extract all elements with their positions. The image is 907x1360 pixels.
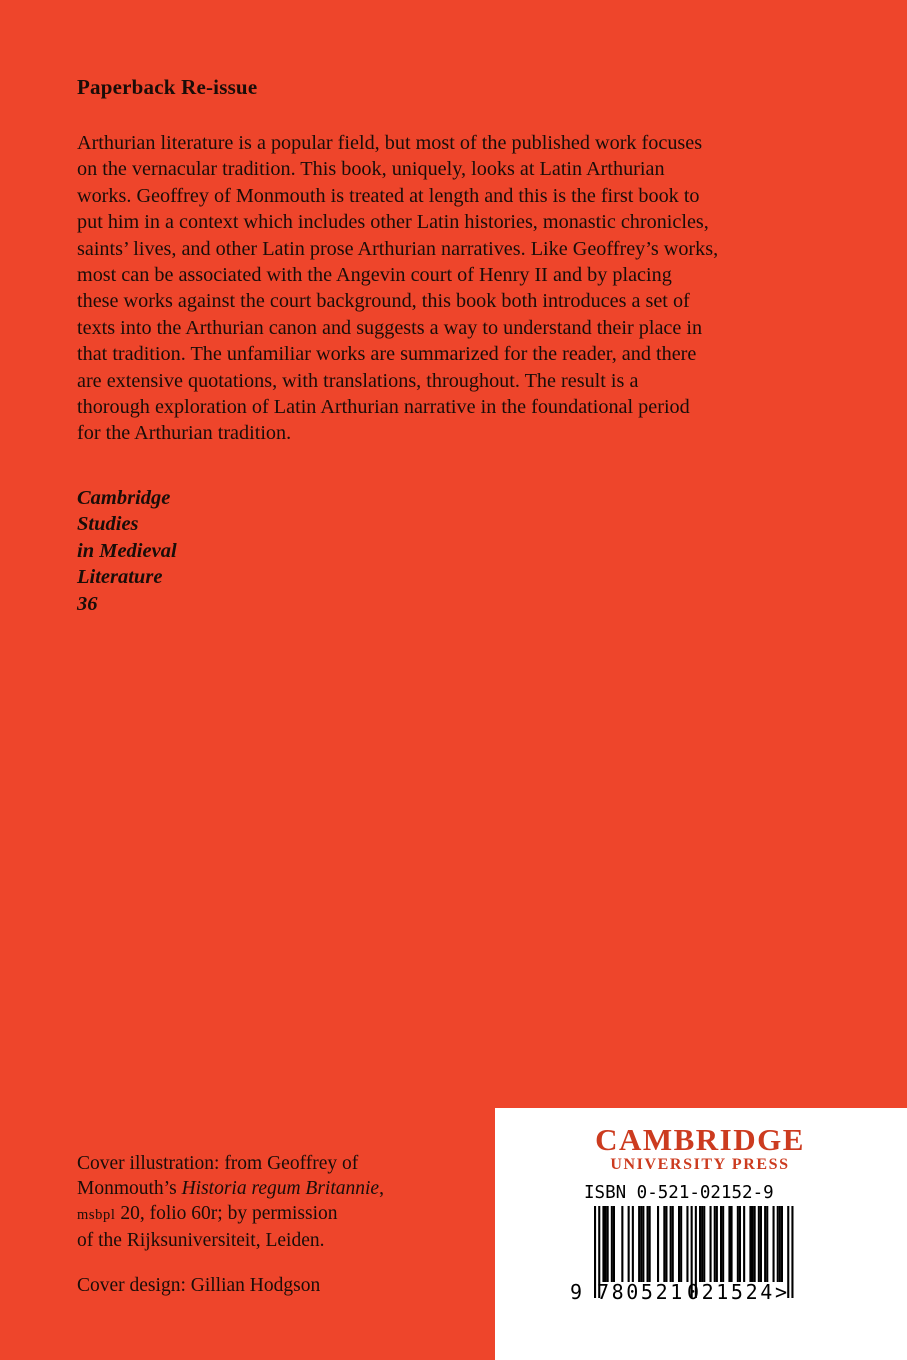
barcode-bar (777, 1206, 779, 1282)
blurb-line: on the vernacular tradition. This book, uniquely, looks at Latin Arthurian (77, 158, 665, 181)
credit-line (77, 1176, 384, 1201)
barcode-bar (739, 1206, 741, 1282)
barcode-left-digits: 780521 (597, 1280, 685, 1304)
barcode-bar (686, 1206, 688, 1282)
blurb-line: most can be associated with the Angevin court of Henry II and by placing (77, 264, 672, 287)
barcode-bar (758, 1206, 760, 1282)
barcode-bar (722, 1206, 724, 1282)
barcode-bar (714, 1206, 716, 1282)
barcode-bar (663, 1206, 665, 1282)
barcode-bar (611, 1206, 613, 1282)
barcode-bar (670, 1206, 672, 1282)
credit-line: Cover illustration: from Geoffrey of (77, 1153, 359, 1174)
barcode-bar (779, 1206, 781, 1282)
credit-text: , (379, 1178, 384, 1199)
blurb-line: these works against the court background, this book both introduces a set of (77, 290, 690, 313)
reissue-heading: Paperback Re-issue (77, 75, 258, 99)
credit-line (77, 1201, 384, 1228)
series-number: 36 (77, 592, 98, 615)
series-line: Studies (77, 513, 139, 536)
barcode-bar (710, 1206, 712, 1282)
barcode-bar (665, 1206, 667, 1282)
barcode-bar (613, 1206, 615, 1282)
blurb-line: Arthurian literature is a popular field, but most of the published work focuses (77, 132, 703, 154)
cover-illustration-credit (77, 1151, 384, 1253)
series-title (77, 485, 177, 617)
barcode-bar (720, 1206, 722, 1282)
publisher-logo-name: CAMBRIDGE (595, 1122, 805, 1157)
barcode-bar (731, 1206, 733, 1282)
credit-text: 20, folio 60r; by permission (115, 1203, 338, 1224)
isbn-label: ISBN 0-521-02152-9 (584, 1183, 774, 1203)
barcode-bar (749, 1206, 751, 1282)
barcode-bar (602, 1206, 604, 1282)
barcode-bar (628, 1206, 630, 1282)
barcode-bar (607, 1206, 609, 1282)
barcode-bar (699, 1206, 701, 1282)
barcode-bar (678, 1206, 680, 1282)
barcode-guard-bar (787, 1206, 789, 1298)
barcode-bar (773, 1206, 775, 1282)
barcode-bar (703, 1206, 705, 1282)
publisher-panel (495, 1108, 907, 1360)
shelfmark: msbpl (77, 1207, 116, 1223)
barcode-bar (766, 1206, 768, 1282)
manuscript-title: Historia regum Britannie (181, 1178, 380, 1199)
barcode-bar (638, 1206, 640, 1282)
credit-text: Monmouth’s (77, 1178, 182, 1199)
barcode-bar (743, 1206, 745, 1282)
barcode-bar (752, 1206, 754, 1282)
barcode-bar (737, 1206, 739, 1282)
barcode-bar (754, 1206, 756, 1282)
barcode-quiet-zone-marker: > (775, 1280, 788, 1304)
cover-design-credit: Cover design: Gillian Hodgson (77, 1275, 321, 1296)
barcode-bar (647, 1206, 649, 1282)
credit-line: of the Rijksuniversiteit, Leiden. (77, 1230, 325, 1251)
blurb-line: for the Arthurian tradition. (77, 422, 292, 445)
blurb-line: saints’ lives, and other Latin prose Arthurian narratives. Like Geoffrey’s works, (77, 237, 719, 260)
barcode-bar (657, 1206, 659, 1282)
barcode-bar (605, 1206, 607, 1282)
barcode-bar (764, 1206, 766, 1282)
barcode-bar (632, 1206, 634, 1282)
publisher-logo-subname: UNIVERSITY PRESS (610, 1156, 790, 1173)
barcode-bar (621, 1206, 623, 1282)
barcode-bar (781, 1206, 783, 1282)
barcode-bar (701, 1206, 703, 1282)
barcode-bar (728, 1206, 730, 1282)
blurb-line: that tradition. The unfamiliar works are summarized for the reader, and there (77, 343, 697, 366)
series-line: in Medieval (77, 539, 177, 562)
book-blurb (77, 130, 847, 447)
barcode-right-digits: 021524 (687, 1280, 775, 1304)
blurb-line: thorough exploration of Latin Arthurian narrative in the foundational period (77, 396, 690, 419)
barcode-bar (642, 1206, 644, 1282)
blurb-line: are extensive quotations, with translations, throughout. The result is a (77, 369, 639, 392)
barcode-bar (672, 1206, 674, 1282)
barcode-bar (680, 1206, 682, 1282)
barcode-guard-bar (791, 1206, 793, 1298)
barcode-lead-digit: 9 (570, 1280, 583, 1304)
barcode-bar (716, 1206, 718, 1282)
series-line: Cambridge (77, 487, 171, 509)
blurb-line: put him in a context which includes other Latin histories, monastic chronicles, (77, 211, 709, 234)
barcode-guard-bar (594, 1206, 596, 1298)
blurb-line: texts into the Arthurian canon and suggests a way to understand their place in (77, 316, 703, 339)
barcode-bar (760, 1206, 762, 1282)
blurb-line: works. Geoffrey of Monmouth is treated at length and this is the first book to (77, 184, 700, 207)
barcode-bar (649, 1206, 651, 1282)
series-line: Literature (77, 566, 163, 589)
barcode-bar (640, 1206, 642, 1282)
